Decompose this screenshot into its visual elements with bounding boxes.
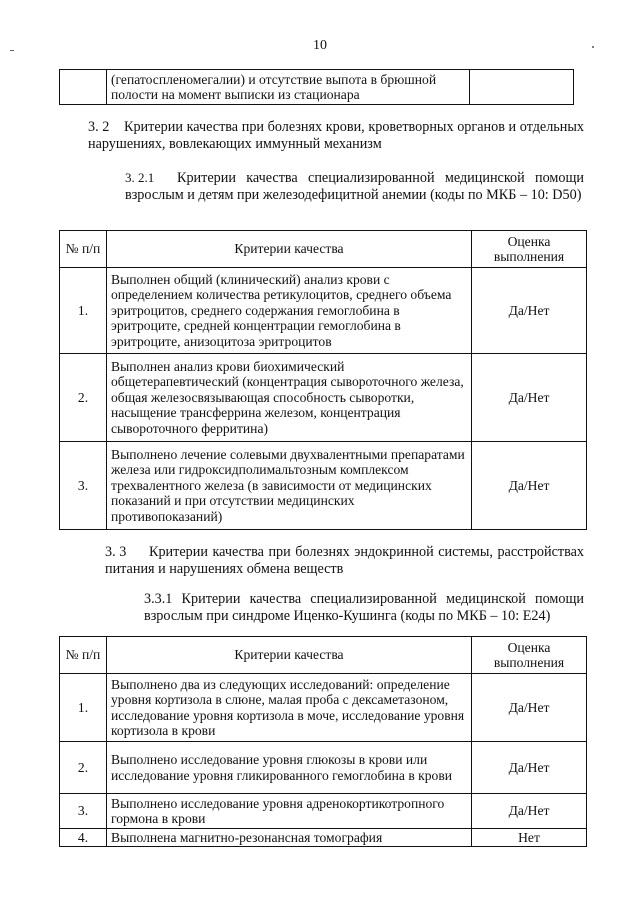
subsection-title: 3.3.1 Критерии качества специализированной медицинской помощи взрослым при синдроме Иценко-Кушинга (коды по МКБ – 10: E24): [144, 591, 584, 624]
row-result: Нет: [472, 829, 587, 847]
row-num: 2.: [60, 742, 107, 794]
header-result: Оценка выполнения: [472, 231, 587, 268]
row-result: Да/Нет: [472, 354, 587, 442]
row-criteria: Выполнено лечение солевыми двухвалентными препаратами железа или гидроксидполимальтозным комплексом трехвалентного железа (в зависимости от медицинских показаний и при отсутствии медицинских противопоказаний): [107, 442, 472, 530]
table-cell-num: [60, 70, 107, 105]
table-row: [60, 794, 587, 829]
row-num: 1.: [60, 268, 107, 354]
header-criteria: Критерии качества: [107, 231, 472, 268]
table-row: [60, 70, 574, 105]
row-result: Да/Нет: [472, 268, 587, 354]
table-header-row: [60, 231, 587, 268]
section-number: 3. 3: [105, 544, 127, 560]
row-result: Да/Нет: [472, 674, 587, 742]
row-num: 2.: [60, 354, 107, 442]
row-result: Да/Нет: [472, 442, 587, 530]
section-3-2-heading: [88, 119, 584, 153]
table-row: [60, 354, 587, 442]
header-criteria: Критерии качества: [107, 637, 472, 674]
section-3-3-heading: [105, 544, 584, 578]
section-number: 3. 2: [88, 119, 110, 135]
table-row: [60, 674, 587, 742]
criteria-table-anemia: [59, 230, 587, 530]
row-criteria: Выполнен анализ крови биохимический общетерапевтический (концентрация сывороточного железа, общая железосвязывающая способность сыворотки, насыщение трансферрина железом, концентрация сывороточного ферритина): [107, 354, 472, 442]
table-row: [60, 268, 587, 354]
section-title: Критерии качества при болезнях эндокринной системы, расстройствах питания и нарушениях обмена веществ: [105, 544, 584, 577]
criteria-table-cushing: [59, 636, 587, 847]
row-num: 4.: [60, 829, 107, 847]
row-criteria: Выполнено исследование уровня глюкозы в крови или исследование уровня гликированного гемоглобина в крови: [107, 742, 472, 794]
row-result: Да/Нет: [472, 794, 587, 829]
row-num: 3.: [60, 794, 107, 829]
table-cell-result: [470, 70, 574, 105]
row-criteria: Выполнено исследование уровня адренокортикотропного гормона в крови: [107, 794, 472, 829]
table-row: [60, 742, 587, 794]
row-criteria: Выполнена магнитно-резонансная томография: [107, 829, 472, 847]
header-num: № п/п: [60, 231, 107, 268]
table-cell-criteria: (гепатоспленомегалии) и отсутствие выпота в брюшной полости на момент выписки из стационара: [107, 70, 470, 105]
subsection-title: Критерии качества специализированной медицинской помощи взрослым и детям при железодефицитной анемии (коды по МКБ – 10: D50): [125, 170, 584, 203]
subsection-3-3-1-heading: [144, 591, 584, 625]
continuation-table: [59, 69, 574, 105]
subsection-number: 3. 2.1: [125, 170, 155, 185]
page-number: 10: [313, 38, 327, 53]
table-row: [60, 442, 587, 530]
row-num: 3.: [60, 442, 107, 530]
section-title: Критерии качества при болезнях крови, кроветворных органов и отдельных нарушениях, вовлекающих иммунный механизм: [88, 119, 584, 152]
row-criteria: Выполнен общий (клинический) анализ крови с определением количества ретикулоцитов, среднего объема эритроцитов, среднего содержания гемоглобина в эритроците, средней концентрации гемоглобина в эритроците, анизоцитоза эритроцитов: [107, 268, 472, 354]
header-result: Оценка выполнения: [472, 637, 587, 674]
table-header-row: [60, 637, 587, 674]
table-row: [60, 829, 587, 847]
subsection-3-2-1-heading: [125, 169, 584, 204]
row-criteria: Выполнено два из следующих исследований: определение уровня кортизола в слюне, малая проба с дексаметазоном, исследование уровня кортизола в моче, исследование уровня кортизола в крови: [107, 674, 472, 742]
header-num: № п/п: [60, 637, 107, 674]
row-num: 1.: [60, 674, 107, 742]
row-result: Да/Нет: [472, 742, 587, 794]
